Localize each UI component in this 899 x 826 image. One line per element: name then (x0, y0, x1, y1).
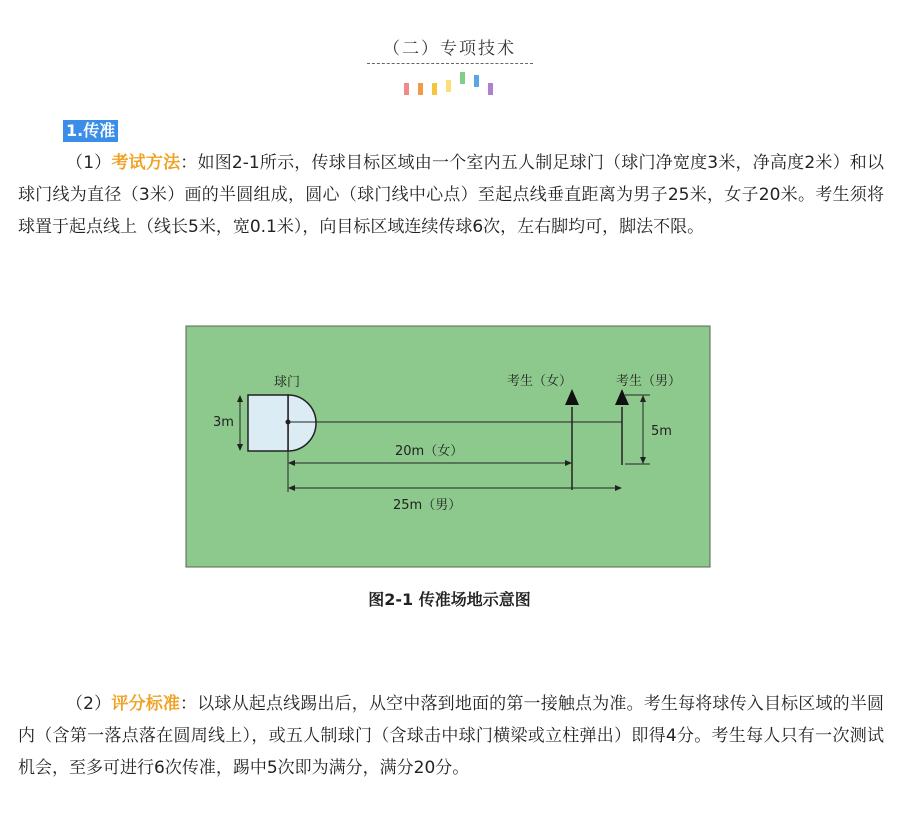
scoring-highlight: 评分标准 (111, 694, 181, 714)
scoring-paragraph (18, 688, 884, 784)
color-bar (432, 83, 437, 95)
male-start-label: 考生（男） (616, 374, 682, 389)
section-title: （二）专项技术 (383, 39, 516, 59)
goal-box (248, 395, 288, 451)
goal-label: 球门 (274, 375, 301, 390)
section-heading: 1.传准 (63, 120, 118, 142)
figure-caption: 图2-1 传准场地示意图 (368, 590, 531, 609)
method-text: ：如图2-1所示，传球目标区域由一个室内五人制足球门（球门净宽度3米，净高度2米）和以球门线为直径（3米）画的半圆组成，圆心（球门线中心点）至起点线垂直距离为男子25米，女子20米。考生须将球置于起点线上（线长5米，宽0.1米），向目标区域连续传球6次，左右脚均可，脚法不限。 (18, 153, 885, 237)
method-paragraph (18, 147, 884, 243)
goal-width-label: 3m (213, 415, 234, 430)
field-diagram (185, 325, 711, 568)
color-bar (418, 83, 423, 95)
title-divider (367, 63, 533, 64)
scoring-text: ：以球从起点线踢出后，从空中落到地面的第一接触点为准。考生每将球传入目标区域的半圆内（含第一落点落在圆周线上），或五人制球门（含球击中球门横梁或立柱弹出）即得4分。考生每人只有一次测试机会，至多可进行6次传准，踢中5次即为满分，满分20分。 (18, 694, 884, 778)
color-bar (460, 72, 465, 84)
female-start-label: 考生（女） (507, 374, 573, 389)
male-distance-label: 25m（男） (393, 498, 462, 513)
color-bar (446, 80, 451, 92)
start-line-length-label: 5m (651, 424, 672, 439)
color-bar (488, 83, 493, 95)
paragraph-prefix: （1） (66, 153, 112, 173)
method-highlight: 考试方法 (111, 153, 181, 173)
color-bar (404, 83, 409, 95)
female-distance-label: 20m（女） (395, 444, 464, 459)
color-bar (474, 75, 479, 87)
paragraph-prefix: （2） (66, 694, 112, 714)
